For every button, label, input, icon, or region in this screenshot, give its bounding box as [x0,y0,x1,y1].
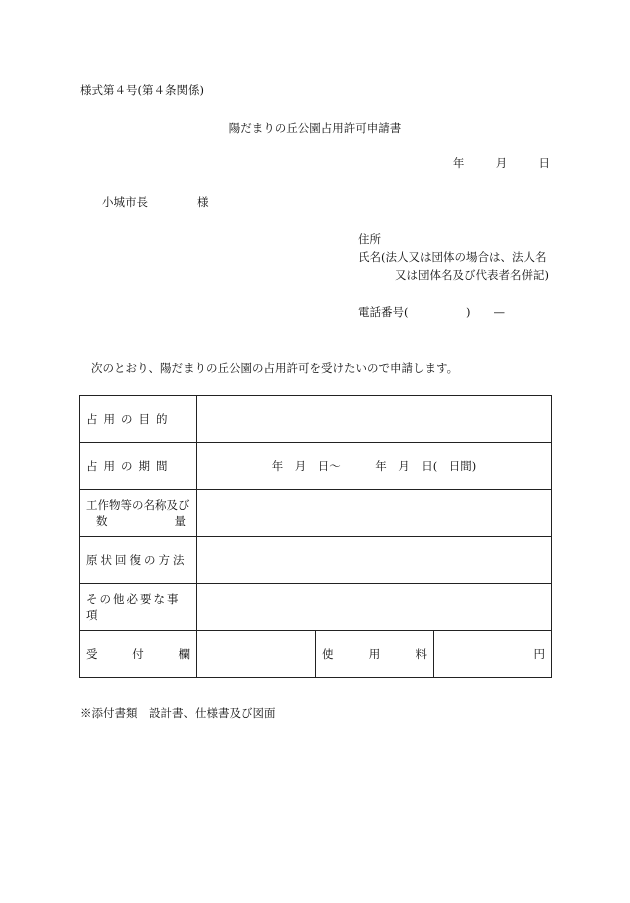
purpose-field[interactable] [197,396,552,443]
addressee-name: 小城市長 [102,195,148,209]
structure-label-count: 数 [96,514,108,528]
attachments-note: ※添付書類 設計書、仕様書及び図面 [80,706,276,720]
date-year: 年 [452,156,465,170]
structure-label [80,490,197,537]
other-label: その他必要な事項 [80,584,197,631]
table-row [80,396,552,443]
table-row [80,631,552,678]
fee-label-char3: 料 [415,647,427,661]
period-label: 占用の期間 [80,443,197,490]
fee-label-char2: 用 [368,647,381,661]
address-label: 住所 [358,232,381,246]
table-row [80,584,552,631]
phone-label: 電話番号( ) — [358,305,505,319]
application-table [79,395,552,678]
fee-unit: 円 [533,647,546,661]
reception-label-char1: 受 [86,647,98,661]
structure-label-line2 [86,513,186,529]
date-month: 月 [495,156,508,170]
table-row [80,490,552,537]
structure-label-line1: 工作物等の名称及び [86,498,190,512]
addressee-honorific: 様 [197,195,209,209]
application-date [453,155,550,171]
structure-field[interactable] [197,490,552,537]
reception-field[interactable] [197,631,316,678]
date-day: 日 [538,156,550,170]
name-label-line1: 氏名(法人又は団体の場合は、法人名 [358,250,547,264]
restore-label: 原状回復の方法 [80,537,197,584]
fee-label-char1: 使 [322,647,334,661]
document-title: 陽だまりの丘公園占用許可申請書 [228,121,402,135]
reception-label [80,631,197,678]
reception-label-char3: 欄 [178,647,190,661]
purpose-label: 占用の目的 [80,396,197,443]
structure-label-amount: 量 [174,514,186,528]
intro-text: 次のとおり、陽だまりの丘公園の占用許可を受けたいので申請します。 [91,361,459,375]
restore-field[interactable] [197,537,552,584]
other-field[interactable] [197,584,552,631]
fee-field[interactable] [434,631,552,678]
form-number: 様式第４号(第４条関係) [80,83,204,97]
period-field[interactable]: 年 月 日〜 年 月 日( 日間) [197,443,552,490]
table-row [80,537,552,584]
reception-label-char2: 付 [132,647,144,661]
name-label-line2: 又は団体名及び代表者名併記) [395,268,549,282]
table-row [80,443,552,490]
fee-label [316,631,434,678]
